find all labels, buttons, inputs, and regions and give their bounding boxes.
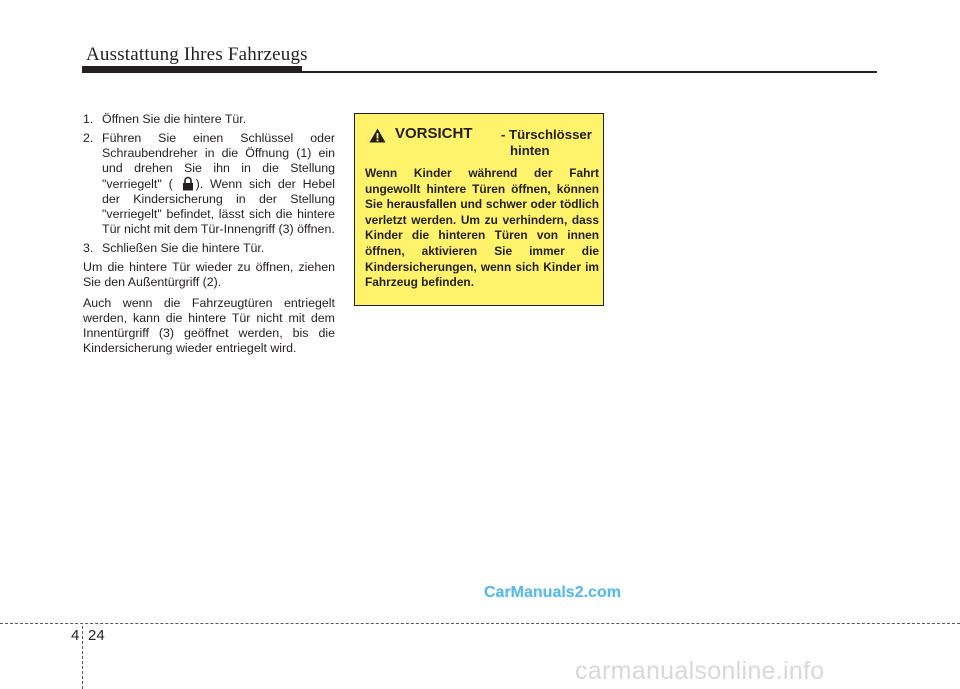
- step-3-number: 3.: [83, 241, 94, 255]
- page-header-title: Ausstattung Ihres Fahrzeugs: [86, 44, 308, 65]
- footer-divider: [82, 626, 83, 689]
- step-2: [83, 131, 335, 237]
- caution-title-row: [365, 125, 600, 161]
- paragraph-note: Auch wenn die Fahrzeugtüren entriegelt werden, kann die hintere Tür nicht mit dem Innentürgriff (3) geöffnet werden, bis die Kindersicherung wieder entriegelt wird.: [83, 296, 335, 355]
- step-2-content: [102, 131, 335, 237]
- step-1-number: 1.: [83, 112, 94, 126]
- header-rule: [82, 71, 877, 73]
- step-2-text-b: ). Wenn sich der Hebel der Kindersicherung in der Stellung "verriegelt" befindet, lässt sich die hintere Tür nicht mit dem Tür-Innengriff (3) öffnen.: [102, 177, 335, 236]
- body-text-column: [83, 112, 335, 362]
- site-watermark: carmanualsonline.info: [575, 657, 825, 685]
- paragraph-reopen: Um die hintere Tür wieder zu öffnen, ziehen Sie den Außentürgriff (2).: [83, 260, 335, 289]
- step-2-text-a: Führen Sie einen Schlüssel oder Schraubendreher in die Öffnung (1) ein und drehen Sie ihn in die Stellung "verriegelt" (: [102, 131, 335, 191]
- step-3: [83, 241, 335, 256]
- warning-triangle-icon: [369, 128, 386, 143]
- step-1-text: Öffnen Sie die hintere Tür.: [102, 112, 247, 126]
- step-1: [83, 112, 335, 127]
- step-2-number: 2.: [83, 131, 94, 145]
- lock-icon: [181, 176, 195, 191]
- footer-rule: [0, 623, 960, 624]
- page-section-number: 4: [71, 627, 80, 644]
- step-3-text: Schließen Sie die hintere Tür.: [102, 241, 265, 255]
- page-number: 24: [88, 627, 105, 644]
- caution-subheading: - Türschlösser: [501, 127, 592, 142]
- caution-box: [354, 113, 604, 306]
- caution-heading: VORSICHT: [395, 125, 473, 142]
- watermark-link[interactable]: CarManuals2.com: [484, 584, 621, 601]
- caution-text: Wenn Kinder während der Fahrt ungewollt hintere Türen öffnen, können Sie herausfallen und schwer oder tödlich verletzt werden. Um zu verhindern, dass Kinder die hinteren Türen von innen öffnen, aktivieren Sie immer die Kindersicherungen, wenn sich Kinder im Fahrzeug befinden.: [365, 166, 599, 290]
- caution-subheading-line-2: hinten: [510, 143, 550, 158]
